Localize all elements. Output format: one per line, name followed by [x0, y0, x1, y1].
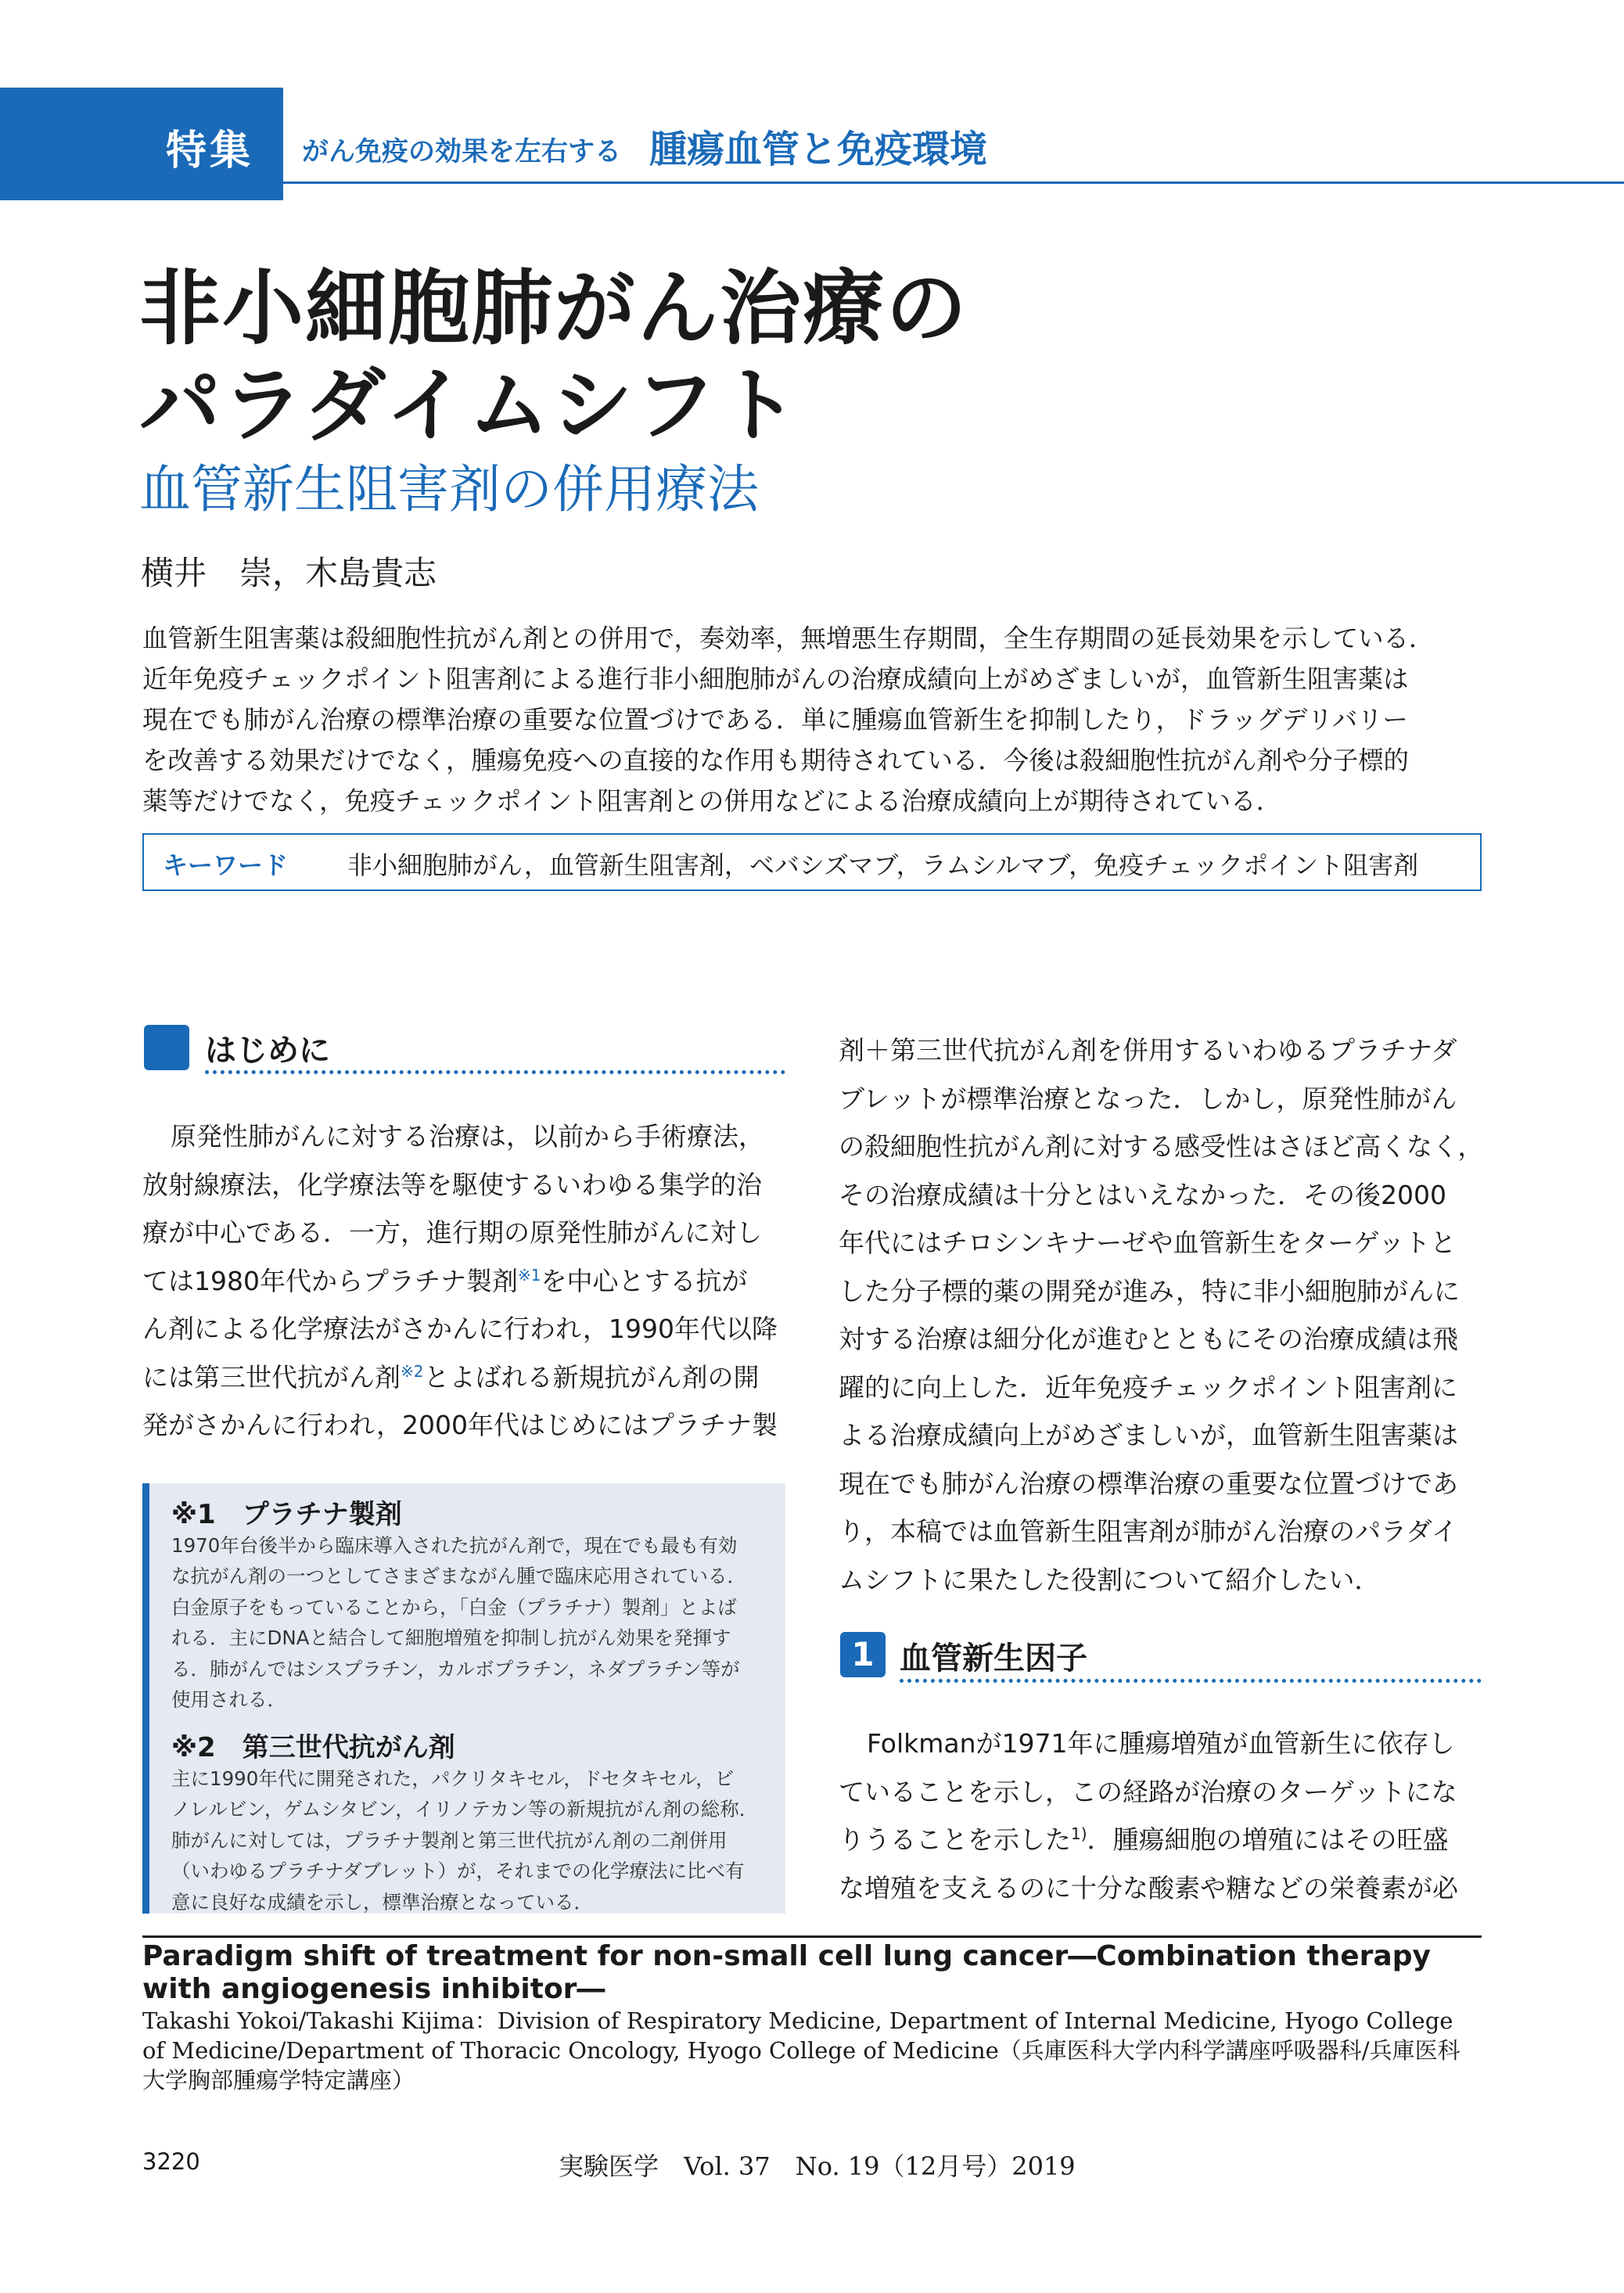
journal-citation: 実験医学 Vol. 37 No. 19（12月号）2019: [559, 2151, 1076, 2181]
footnote-line: 白金原子をもっていることから，「白金（プラチナ）製剤」とよば: [171, 1595, 737, 1619]
series-title: 腫瘍血管と免疫環境: [649, 128, 988, 171]
intro-line-text: には第三世代抗がん剤: [142, 1361, 401, 1393]
keyword-box: [142, 833, 1482, 891]
footnote-line: 肺がんに対しては，プラチナ製剤と第三世代抗がん剤の二剤併用: [171, 1828, 728, 1852]
footnote-1-heading: ※1 プラチナ製剤: [171, 1499, 402, 1530]
body-line: の殺細胞性抗がん剤に対する感受性はさほど高くなく，: [839, 1131, 1484, 1162]
series-subtitle: がん免疫の効果を左右する: [302, 136, 621, 167]
english-authors-affiliation: Takashi Yokoi/Takashi Kijima：Division of Respiratory Medicine, Department of Internal Medicine, Hyogo College of Medicine/Department of Thoracic Oncology, Hyogo College of Medicine（兵庫医科大学内科学講座呼吸器科/兵庫医科大学胸部腫瘍学特定講座）: [142, 2007, 1461, 2094]
intro-line-text: を中心とする抗が: [541, 1265, 748, 1296]
section-1-heading-rule: [900, 1679, 1482, 1683]
body-line: ていることを示し，この経路が治療のターゲットにな: [839, 1776, 1457, 1807]
footnote-line: 意に良好な成績を示し，標準治療となっている．: [171, 1890, 593, 1914]
body-line: その治療成績は十分とはいえなかった．その後2000: [839, 1179, 1446, 1210]
citation-ref-1[interactable]: 1): [1071, 1824, 1087, 1843]
abstract-line: 血管新生阻害薬は殺細胞性抗がん剤との併用で，奏効率，無増悪生存期間，全生存期間の延長効果を示している．: [142, 624, 1435, 653]
footnote-line: 使用される．: [171, 1688, 286, 1712]
article-title-line-1: 非小細胞肺がん治療の: [139, 261, 969, 356]
footnote-line: 主に1990年代に開発された，パクリタキセル，ドセタキセル，ビ: [171, 1767, 735, 1790]
body-line-text: りうることを示した: [839, 1824, 1071, 1855]
body-line: 対する治療は細分化が進むとともにその治療成績は飛: [839, 1324, 1458, 1354]
abstract-line: 現在でも肺がん治療の標準治療の重要な位置づけである．単に腫瘍血管新生を抑制したり，ドラッグデリバリー: [142, 705, 1408, 735]
footnote-line: 1970年台後半から臨床導入された抗がん剤で，現在でも最も有効: [171, 1534, 738, 1557]
body-line: 剤＋第三世代抗がん剤を併用するいわゆるプラチナダ: [839, 1035, 1457, 1066]
body-line: 年代にはチロシンキナーゼや血管新生をターゲットと: [839, 1227, 1457, 1258]
keyword-label: キーワード: [163, 850, 289, 880]
intro-line: 原発性肺がんに対する治療は，以前から手術療法，: [171, 1121, 764, 1152]
footnote-line: れる．主にDNAと結合して細胞増殖を抑制し抗がん効果を発揮す: [171, 1626, 731, 1650]
intro-line: [142, 1257, 785, 1306]
section-number-badge: [840, 1632, 886, 1677]
abstract-line: を改善する効果だけでなく，腫瘍免疫への直接的な作用も期待されている．今後は殺細胞性抗がん剤や分子標的: [142, 746, 1409, 775]
section-1-body: [839, 1720, 1482, 1912]
article-subtitle: 血管新生阻害剤の併用療法: [139, 459, 759, 519]
intro-line-text: ては1980年代からプラチナ製剤: [142, 1265, 518, 1296]
intro-line: 放射線療法，化学療法等を駆使するいわゆる集学的治: [142, 1169, 762, 1200]
body-line: り，本稿では血管新生阻害剤が肺がん治療のパラダイ: [839, 1516, 1458, 1547]
body-line: ムシフトに果たした役割について紹介したい．: [839, 1564, 1381, 1595]
body-line: 躍的に向上した．近年免疫チェックポイント阻害剤に: [839, 1371, 1458, 1403]
body-line: ブレットが標準治療となった．しかし，原発性肺がん: [839, 1083, 1457, 1114]
section-marker-square: [144, 1025, 189, 1070]
footnote-line: る．肺がんではシスプラチン，カルボプラチン，ネダプラチン等が: [171, 1657, 740, 1680]
footnote-2-heading: ※2 第三世代抗がん剤: [171, 1732, 455, 1763]
page-number: 3220: [142, 2148, 200, 2175]
body-line: [839, 1816, 1482, 1864]
footnote-ref-1[interactable]: ※1: [517, 1265, 541, 1285]
right-column-body: [839, 1026, 1482, 1604]
intro-heading-rule: [205, 1070, 785, 1074]
header-rule: [283, 181, 1624, 184]
footnote-1-body: [171, 1530, 746, 1715]
footer-rule: [142, 1935, 1482, 1938]
footnote-line: な抗がん剤の一つとしてさまざまながん腫で臨床応用されている．: [171, 1565, 746, 1588]
section-number: 1: [851, 1635, 875, 1673]
keyword-list: 非小細胞肺がん，血管新生阻害剤，ベバシズマブ，ラムシルマブ，免疫チェックポイント阻害剤: [347, 850, 1419, 880]
body-line: Folkmanが1971年に腫瘍増殖が血管新生に依存し: [867, 1728, 1455, 1759]
intro-heading: はじめに: [205, 1033, 330, 1069]
footnote-line: ノレルビン，ゲムシタビン，イリノテカン等の新規抗がん剤の総称．: [171, 1798, 759, 1821]
body-line: な増殖を支えるのに十分な酸素や糖などの栄養素が必: [839, 1872, 1458, 1903]
article-title-line-2: パラダイムシフト: [139, 358, 800, 453]
article-authors: 横井 崇，木島貴志: [141, 554, 437, 592]
abstract-line: 近年免疫チェックポイント阻害剤による進行非小細胞肺がんの治療成績向上がめざましいが，血管新生阻害薬は: [142, 664, 1409, 694]
intro-line: [142, 1353, 785, 1402]
footnote-line: （いわゆるプラチナダブレット）が，それまでの化学療法に比べ有: [171, 1860, 745, 1883]
intro-line: 発がさかんに行われ，2000年代はじめにはプラチナ製: [142, 1410, 778, 1440]
footnote-box: [142, 1483, 785, 1914]
intro-body: [142, 1112, 785, 1450]
intro-line: ん剤による化学療法がさかんに行われ，1990年代以降: [142, 1314, 778, 1344]
section-1-heading: 血管新生因子: [900, 1641, 1087, 1677]
intro-line: 療が中心である．一方，進行期の原発性肺がんに対し: [142, 1217, 762, 1248]
footnote-ref-2[interactable]: ※2: [401, 1361, 424, 1381]
abstract-line: 薬等だけでなく，免疫チェックポイント阻害剤との併用などによる治療成績向上が期待されている．: [142, 786, 1281, 816]
body-line: 現在でも肺がん治療の標準治療の重要な位置づけであ: [839, 1468, 1458, 1499]
feature-tag-label: 特集: [166, 128, 254, 174]
abstract: [142, 618, 1480, 821]
intro-line-text: とよばれる新規抗がん剤の開: [423, 1361, 760, 1393]
body-line: した分子標的薬の開発が進み，特に非小細胞肺がんに: [839, 1275, 1460, 1306]
footnote-2-body: [171, 1763, 758, 1917]
english-title: Paradigm shift of treatment for non-small cell lung cancer―Combination therapy with angiogenesis inhibitor―: [142, 1940, 1431, 2005]
body-line: よる治療成績向上がめざましいが，血管新生阻害薬は: [839, 1420, 1458, 1450]
body-line-text: ．腫瘍細胞の増殖にはその旺盛: [1087, 1824, 1449, 1855]
